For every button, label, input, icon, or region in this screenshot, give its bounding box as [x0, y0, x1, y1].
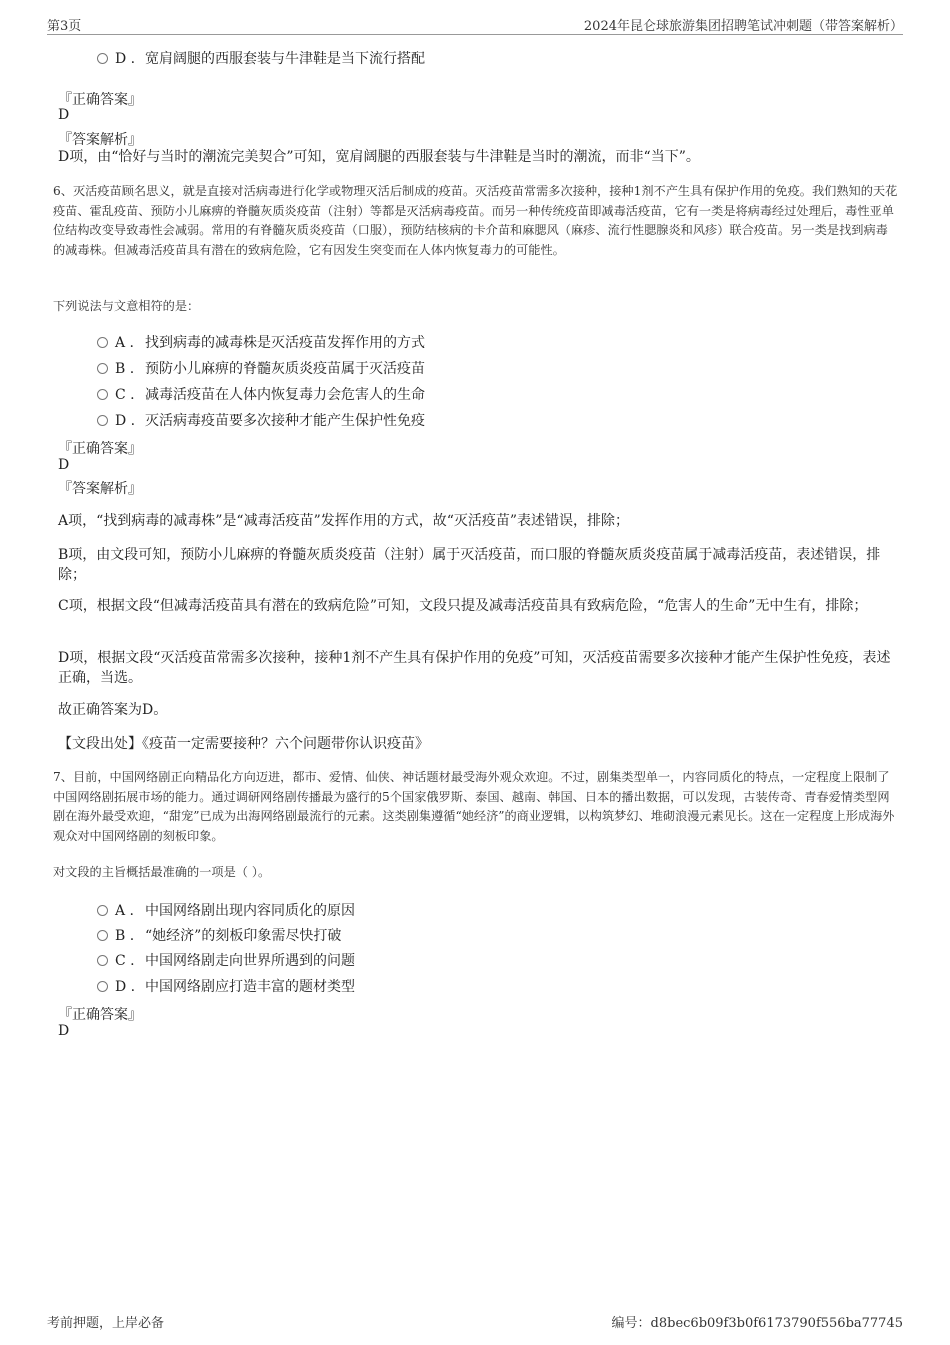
q7-option-c[interactable]: C . 中国网络剧走向世界所遇到的问题 [97, 950, 355, 970]
q5-analysis: D项，由“恰好与当时的潮流完美契合”可知，宽肩阔腿的西服套装与牛津鞋是当时的潮流，而非“当下”。 [58, 149, 700, 165]
q7-passage: 7、目前，中国网络剧正向精品化方向迈进，都市、爱情、仙侠、神话题材最受海外观众欢迎。不过，剧集类型单一，内容同质化的特点，一定程度上限制了中国网络剧拓展市场的能力。通过调研网络剧传播最为盛行的5个国家俄罗斯、泰国、越南、韩国、日本的播出数据，可以发现，古装传奇、青春爱情类型网剧在海外最受欢迎，“甜宠”已成为出海网络剧最流行的元素。这类剧集遵循“她经济”的商业逻辑，以构筑梦幻、堆砌浪漫元素见长。这在一定程度上形成海外观众对中国网络剧的刻板印象。 [53, 770, 895, 843]
radio-icon[interactable] [97, 363, 108, 374]
q6-option-d[interactable]: D . 灭活病毒疫苗要多次接种才能产生保护性免疫 [97, 410, 425, 430]
q5-answer-label: 『正确答案』 [58, 92, 142, 108]
q6-option-b[interactable]: B . 预防小儿麻痹的脊髓灰质炎疫苗属于灭活疫苗 [97, 358, 425, 378]
q5-analysis-label: 『答案解析』 [58, 132, 142, 148]
radio-icon[interactable] [97, 955, 108, 966]
page-number: 第3页 [47, 19, 82, 34]
q6-option-c[interactable]: C . 减毒活疫苗在人体内恢复毒力会危害人的生命 [97, 384, 425, 404]
q6-analysis-c: C项，根据文段“但减毒活疫苗具有潜在的致病危险”可知，文段只提及减毒活疫苗具有致病危险，“危害人的生命”无中生有，排除； [58, 598, 868, 614]
radio-icon[interactable] [97, 905, 108, 916]
radio-icon[interactable] [97, 389, 108, 400]
q6-analysis-a: A项，“找到病毒的减毒株”是“减毒活疫苗”发挥作用的方式，故“灭活疫苗”表述错误，排除； [58, 513, 630, 529]
q7-option-b[interactable]: B . “她经济”的刻板印象需尽快打破 [97, 925, 341, 945]
footer-slogan: 考前押题，上岸必备 [47, 1316, 165, 1331]
q7-option-a[interactable]: A . 中国网络剧出现内容同质化的原因 [97, 900, 355, 920]
q5-option-d[interactable]: D . 宽肩阔腿的西服套装与牛津鞋是当下流行搭配 [97, 48, 425, 68]
radio-icon[interactable] [97, 981, 108, 992]
q7-answer-label: 『正确答案』 [58, 1007, 142, 1023]
q6-prompt: 下列说法与文意相符的是： [53, 299, 200, 313]
q6-passage: 6、灭活疫苗顾名思义，就是直接对活病毒进行化学或物理灭活后制成的疫苗。灭活疫苗常需多次接种，接种1剂不产生具有保护作用的免疫。我们熟知的天花疫苗、霍乱疫苗、预防小儿麻痹的脊髓灰质炎疫苗（注射）等都是灭活病毒疫苗。而另一种传统疫苗即减毒活疫苗，它有一类是将病毒经过处理后，毒性亚单位结构改变导致毒性会减弱。常用的有脊髓灰质炎疫苗（口服），预防结核病的卡介苗和麻腮风（麻疹、流行性腮腺炎和风疹）联合疫苗。另一类是找到病毒的减毒株。但减毒活疫苗具有潜在的致病危险，它有因发生突变而在人体内恢复毒力的可能性。 [53, 184, 898, 257]
q7-option-d[interactable]: D . 中国网络剧应打造丰富的题材类型 [97, 976, 355, 996]
q6-analysis-conclusion: 故正确答案为D。 [58, 702, 168, 718]
page-footer [47, 1312, 903, 1332]
radio-icon[interactable] [97, 415, 108, 426]
radio-icon[interactable] [97, 53, 108, 64]
q6-analysis-d: D项，根据文段“灭活疫苗常需多次接种，接种1剂不产生具有保护作用的免疫”可知，灭活疫苗需要多次接种才能产生保护性免疫，表述正确，当选。 [58, 650, 891, 686]
radio-icon[interactable] [97, 337, 108, 348]
q6-source: 【文段出处】《疫苗一定需要接种？六个问题带你认识疫苗》 [58, 736, 429, 752]
document-id: 编号：d8bec6b09f3b0f6173790f556ba77745 [611, 1316, 903, 1331]
q6-answer: D [58, 457, 70, 473]
q7-prompt: 对文段的主旨概括最准确的一项是（ ）。 [53, 865, 271, 879]
document-title: 2024年昆仑球旅游集团招聘笔试冲刺题（带答案解析） [583, 19, 903, 34]
q6-analysis-b: B项，由文段可知，预防小儿麻痹的脊髓灰质炎疫苗（注射）属于灭活疫苗，而口服的脊髓灰质炎疫苗属于减毒活疫苗，表述错误，排除； [58, 547, 881, 583]
q6-analysis-label: 『答案解析』 [58, 481, 142, 497]
q6-option-a[interactable]: A . 找到病毒的减毒株是灭活疫苗发挥作用的方式 [97, 332, 425, 352]
q7-answer: D [58, 1023, 70, 1039]
page-header [47, 14, 903, 35]
q6-answer-label: 『正确答案』 [58, 441, 142, 457]
q5-answer: D [58, 107, 70, 123]
radio-icon[interactable] [97, 930, 108, 941]
